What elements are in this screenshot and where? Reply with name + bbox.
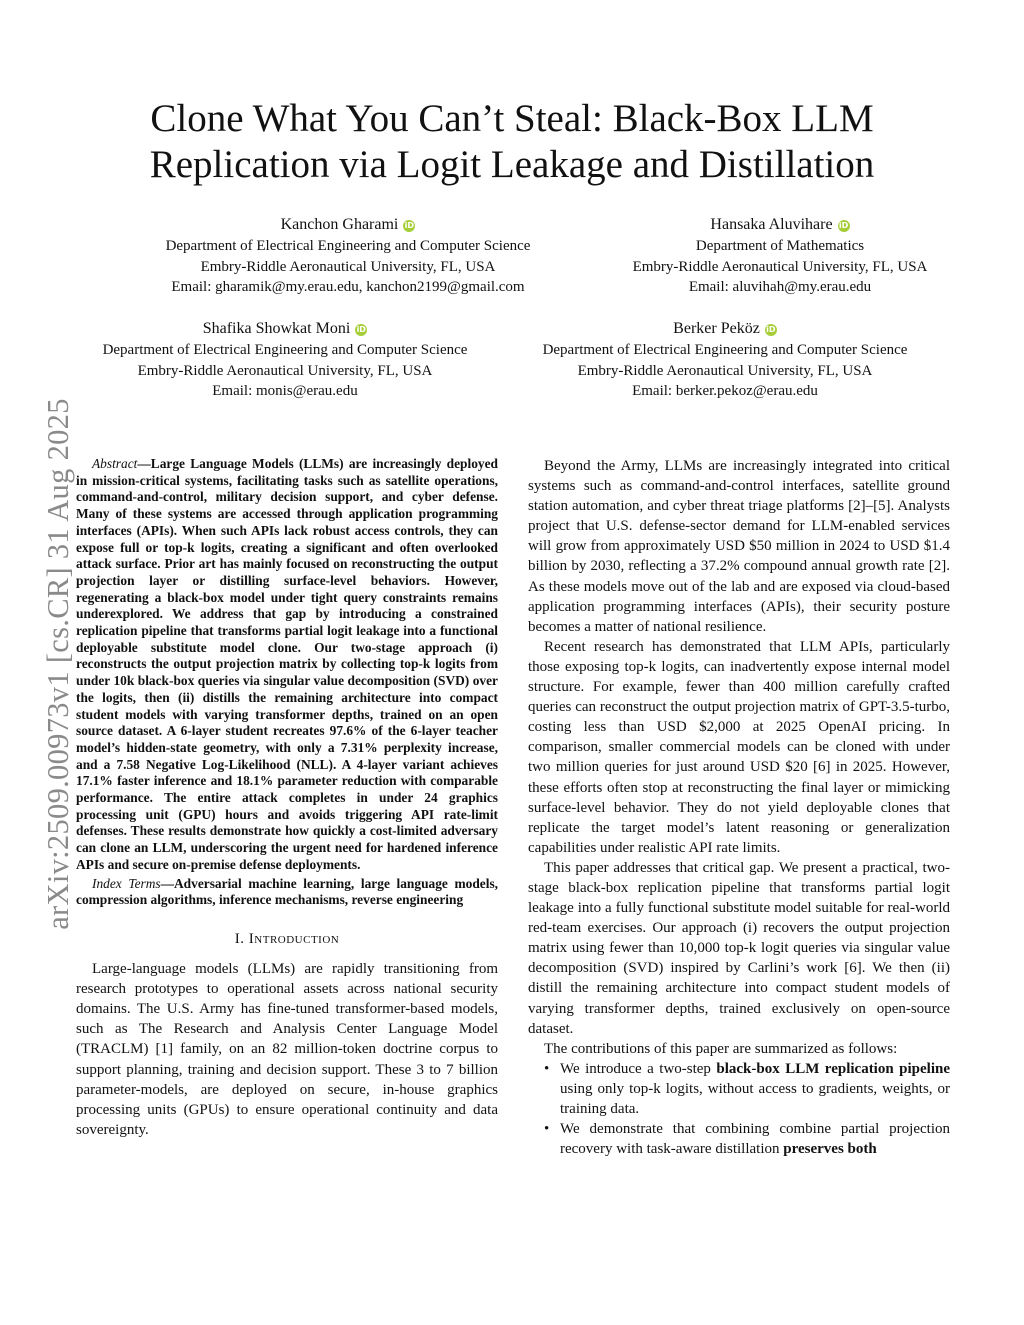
paragraph: The contributions of this paper are summarized as follows: <box>544 1040 898 1057</box>
author-block-2 <box>596 214 964 298</box>
orcid-icon[interactable]: iD <box>404 221 415 230</box>
section-title: Introduction <box>248 930 340 947</box>
list-item: • We demonstrate that combining combine partial projection recovery with task-aware distillation preserves both <box>544 1121 950 1158</box>
paper-title <box>100 96 924 188</box>
author-name: Berker Peköz iD <box>673 320 776 337</box>
section-number: I. <box>234 930 245 947</box>
author-name: Hansaka Aluvihare iD <box>710 216 849 233</box>
author-block-3 <box>60 318 510 402</box>
author-name: Shafika Showkat Moni iD <box>202 320 366 337</box>
paragraph: Recent research has demonstrated that LLM APIs, particularly those exposing top-k logits, can inadvertently expose internal model structure. For example, fewer than 400 million carefully crafted queries can reconstruct the output projection matrix of GPT-3.5-turbo, costing less than USD $2,000 at 2025 OpenAI pricing. In comparison, smaller commercial models can be cloned with under two million queries for just around USD $20 [6] in 2025. However, these efforts often stop at reconstructing the final layer or mimicking surface-level behavior. They do not yield deployable clones that replicate the target model’s latent reasoning or generalization capabilities under realistic API rate limits. <box>528 638 950 856</box>
author-department: Department of Electrical Engineering and Computer Science <box>165 238 531 254</box>
abstract <box>76 456 498 874</box>
contributions-list <box>528 1059 950 1159</box>
author-university: Embry-Riddle Aeronautical University, FL, USA <box>632 258 928 275</box>
author-department: Department of Electrical Engineering and Computer Science <box>542 342 908 358</box>
author-department: Department of Electrical Engineering and Computer Science <box>102 342 468 358</box>
orcid-icon[interactable]: iD <box>356 325 366 334</box>
right-column <box>528 456 950 1159</box>
list-item: • We introduce a two-step black-box LLM replication pipeline using only top-k logits, without access to gradients, weights, or training data. <box>544 1060 950 1117</box>
author-university: Embry-Riddle Aeronautical University, FL, USA <box>577 362 873 379</box>
author-university: Embry-Riddle Aeronautical University, FL, USA <box>200 258 496 275</box>
index-terms-text: —Adversarial machine learning, large language models, compression algorithms, inference mechanisms, reverse engineering <box>76 875 499 908</box>
author-email: Email: aluvihah@my.erau.edu <box>688 279 872 295</box>
author-email: Email: berker.pekoz@erau.edu <box>632 383 818 399</box>
bullet-icon: • <box>544 1060 550 1077</box>
author-university: Embry-Riddle Aeronautical University, FL, USA <box>137 362 433 379</box>
paragraph: Large-language models (LLMs) are rapidly transitioning from research prototypes to operational assets across national security domains. The U.S. Army has fine-tuned transformer-based models, such as The Research and Analysis Center Language Model (TRACLM) [1] family, on an 82 million-token doctrine corpus to support planning, training and decision support. These 3 to 7 billion parameter-models, are deployed on secure, in-house graphics processing units (GPUs) to ensure operational continuity and data sovereignty. <box>76 961 498 1138</box>
title-line-1: Clone What You Can’t Steal: Black-Box LLM <box>150 97 874 140</box>
left-column <box>76 456 498 1140</box>
arxiv-identifier-stamp: arXiv:2509.00973v1 [cs.CR] 31 Aug 2025 <box>41 398 75 930</box>
author-name: Kanchon Gharami iD <box>280 216 415 233</box>
paragraph: This paper addresses that critical gap. We present a practical, two-stage black-box replication pipeline that transforms partial logit leakage into a fully functional substitute model suitable for real-world red-team exercises. Our approach (i) recovers the output projection matrix using fewer than 10,000 top-k logit queries via singular value decomposition (SVD) inspired by Carlini’s work [6]. We then (ii) distill the remaining architecture into compact student models of varying transformer depths, trained exclusively on open-source dataset. <box>528 859 950 1037</box>
paragraph: Beyond the Army, LLMs are increasingly integrated into critical systems such as command-and-control interfaces, satellite ground station automation, and cyber threat triage platforms [2]–[5]. Analysts project that U.S. defense-sector demand for LLM-enabled services will grow from approximately USD $50 million in 2024 to USD $1.4 billion by 2030, reflecting a 37.2% compound annual growth rate [2]. As these models move out of the lab and are exposed via cloud-based application programming interfaces (APIs), their security posture becomes a matter of national resilience. <box>528 458 950 635</box>
orcid-icon[interactable]: iD <box>766 325 776 334</box>
orcid-icon[interactable]: iD <box>838 221 849 230</box>
author-department: Department of Mathematics <box>695 238 865 254</box>
author-email: Email: monis@erau.edu <box>212 383 358 399</box>
abstract-label: Abstract <box>92 456 138 471</box>
index-terms <box>76 876 498 909</box>
author-block-1 <box>100 214 596 298</box>
index-terms-label: Index Terms <box>92 875 161 891</box>
author-block-4 <box>500 318 950 402</box>
section-heading-introduction <box>76 929 498 949</box>
title-line-2: Replication via Logit Leakage and Distillation <box>149 143 875 186</box>
bullet-icon: • <box>544 1121 550 1138</box>
author-email: Email: gharamik@my.erau.edu, kanchon2199@gmail.com <box>171 279 525 295</box>
abstract-text: —Large Language Models (LLMs) are increasingly deployed in mission-critical systems, facilitating tasks such as satellite operations, command-and-control, military decision support, and cyber defense. Many of these systems are accessed through application programming interfaces (APIs). When such APIs lack robust access controls, they can expose full or top-k logits, creating a significant and often overlooked attack surface. Prior art has mainly focused on reconstructing the output projection layer or distilling surface-level behaviors. However, regenerating a black-box model under tight query constraints remains underexplored. We address that gap by introducing a constrained replication pipeline that transforms partial logit leakage into a functional deployable substitute model clone. Our two-stage approach (i) reconstructs the output projection matrix by collecting top-k logits from under 10k black-box queries via singular value decomposition (SVD) over the logits, then (ii) distills the remaining architecture into compact student models with varying transformer depths, trained on an open source dataset. A 6-layer student recreates 97.6% of the 6-layer teacher model’s hidden-state geometry, with only a 7.31% perplexity increase, and a 7.58 Negative Log-Likelihood (NLL). A 4-layer variant achieves 17.1% faster inference and 18.1% parameter reduction with comparable performance. The entire attack completes in under 24 graphics processing unit (GPU) hours and avoids triggering API rate-limit defenses. These results demonstrate how quickly a cost-limited adversary can clone an LLM, underscoring the urgent need for hardened inference APIs and secure on-premise defense deployments. <box>76 456 498 872</box>
